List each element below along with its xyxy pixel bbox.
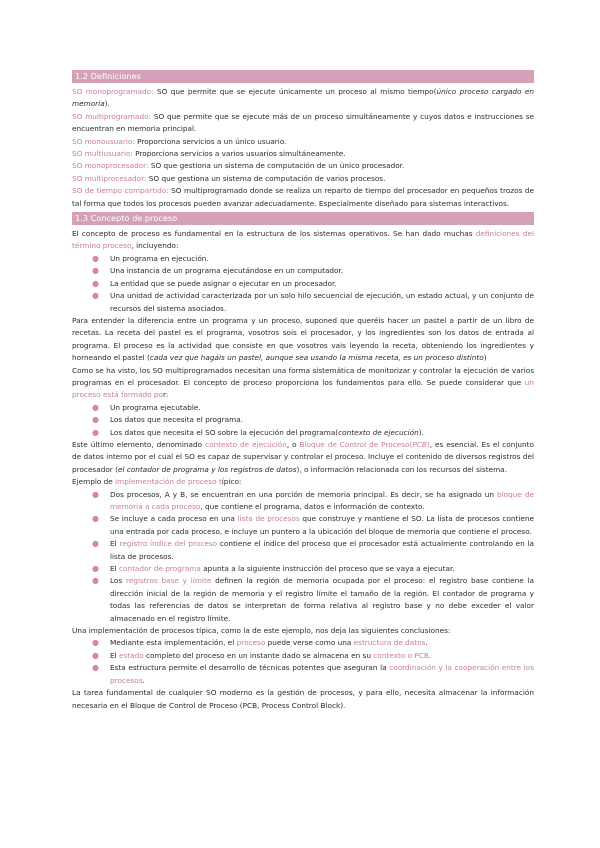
text-run: .: [428, 650, 432, 660]
link-term: Bloque de Control de Proceso(: [299, 439, 413, 449]
list-item: [72, 538, 534, 563]
bullet-icon: ●: [92, 253, 99, 263]
list-item: [72, 662, 534, 687]
text-run: , incluyendo:: [131, 241, 179, 251]
definition-monoprocesador: [72, 160, 534, 172]
link-term: contexto o PCB: [373, 650, 429, 660]
link-term: ): [426, 439, 430, 449]
text-run: Dos procesos, A y B, se encuentran en una porción de memoria principal. Es decir, se ha asignado un: [110, 489, 497, 499]
text-run: El: [110, 564, 119, 574]
text-run: ), o información relacionada con los recursos del sistema.: [296, 464, 507, 474]
definition-text: SO que permite que se ejecute más de un proceso simultáneamente y cuyos datos e instrucciones se encuentran en memoria principal.: [72, 111, 534, 134]
bullet-icon: ●: [92, 415, 99, 425]
text-run: .: [142, 675, 145, 685]
bullet-icon: ●: [92, 663, 99, 673]
text-run: completo del proceso en un instante dado se almacena en su: [143, 650, 374, 660]
definition-multiprocesador: [72, 173, 534, 185]
list-item-text: Un programa en ejecución.: [110, 253, 209, 263]
definition-term: SO monoprocesador:: [72, 161, 149, 171]
definition-multiprogramado: [72, 111, 534, 136]
list-item-text: Los datos que necesita el programa.: [110, 415, 244, 425]
definition-monoprogramado: [72, 86, 534, 111]
link-term: un proceso está formado po: [72, 377, 534, 400]
link-term: contexto de ejecución: [205, 439, 287, 449]
text-run: Los: [110, 576, 126, 586]
link-term: lista de procesos: [237, 514, 300, 524]
link-term: estado: [118, 650, 144, 660]
link-term: registro índice del proceso: [119, 539, 218, 549]
list-item-text: La entidad que se puede asignar o ejecutar en un procesador.: [110, 278, 337, 288]
link-term: coordinación y la cooperación entre los procesos: [110, 663, 535, 685]
text-run: ).: [418, 427, 424, 437]
text-run: puede verse como una: [265, 638, 354, 648]
list-item: [72, 253, 534, 265]
bullet-icon: ●: [92, 427, 99, 437]
contexto-paragraph: [72, 439, 534, 476]
text-run: El concepto de proceso es fundamental en la estructura de los sistemas operativos. Se han dado muchas: [72, 229, 476, 239]
list-item-text: Los datos que necesita el SO sobre la ejecución del programa(: [110, 427, 339, 437]
multiprogramados-paragraph: [72, 365, 534, 402]
list-item-text: Una unidad de actividad caracterizada por un solo hilo secuencial de ejecución, un estado actual, y un conjunto de recursos del sistema asociados.: [110, 291, 534, 313]
emphasis-run: contexto de ejecución: [338, 427, 419, 437]
text-run: apunta a la siguiente instrucción del proceso que se vaya a ejecutar.: [200, 564, 455, 574]
definition-text: SO multiprogramado donde se realiza un reparto de tiempo del procesador en pequeños trozos de tal forma que todos los procesos pueden avanzar adecuadamente. Especialmente diseñado para sistemas interactivos.: [72, 186, 534, 208]
bullet-icon: ●: [92, 266, 99, 276]
text-run: Se incluye a cada proceso en una: [110, 514, 238, 524]
text-run: Para entender la diferencia entre un programa y un proceso, suponed que queréis hacer un pastel a partir de un libro de recetas. La receta del pastel es el programa, vosotros sois el procesador, y los ingredientes son los datos de entrada al programa. El proceso es la actividad que consiste en que vosotros vais leyendo la receta, obteniendo los ingredientes y horneando el pastel (: [72, 315, 534, 363]
definition-term: SO monoprogramado:: [72, 87, 154, 96]
text-run: .: [425, 638, 428, 648]
text-run: r:: [162, 390, 169, 400]
list-item: [72, 414, 534, 426]
intro-list: [72, 253, 534, 315]
list-item: [72, 278, 534, 290]
bullet-icon: ●: [92, 278, 99, 288]
bullet-icon: ●: [92, 539, 99, 549]
link-term: PCB: [412, 439, 427, 449]
list-item: [72, 563, 534, 575]
bullet-icon: ●: [92, 650, 99, 660]
ejemplo-list: [72, 489, 534, 625]
definition-text: SO que gestiona un sistema de computación de varios procesos.: [146, 173, 386, 183]
text-run: definen la región de memoria ocupada por el proceso: el registro base contiene la dirección inicial de la región de memoria y el registro límite el tamaño de la región. El contador de programa y todas las referencias de datos se interpretan de forma relativa al registro base y no debe exceder el valor almacenado en el registro límite.: [110, 576, 534, 623]
list-item: [72, 575, 534, 625]
bullet-icon: ●: [92, 489, 99, 499]
pastel-paragraph: [72, 315, 534, 365]
text-run: El: [110, 650, 119, 660]
link-term: bloque de memoria a cada proceso: [110, 489, 534, 511]
definition-term: SO monousuario:: [72, 136, 135, 146]
text-run: , que contiene el programa, datos e información de contexto.: [200, 502, 425, 511]
list-item: [72, 427, 534, 439]
emphasis-run: cada vez que hagáis un pastel, aunque sea usando la misma receta, es un proceso distinto: [149, 353, 484, 363]
link-term: contador de programa: [118, 564, 201, 574]
definition-text: SO que gestiona un sistema de computación de un único procesador.: [148, 161, 405, 171]
bullet-icon: ●: [92, 291, 99, 301]
definition-term: SO multiusuario:: [72, 149, 133, 159]
definition-multiusuario: [72, 148, 534, 160]
link-term: proceso: [236, 638, 266, 648]
section-heading-definiciones: 1.2 Definiciones: [72, 70, 534, 83]
link-term: estructura de datos: [353, 638, 426, 648]
text-run: Ejemplo de: [72, 477, 116, 487]
definition-text: Proporciona servicios a un único usuario.: [134, 136, 287, 146]
definition-monousuario: [72, 136, 534, 148]
text-run: El: [110, 539, 120, 549]
bullet-icon: ●: [92, 638, 99, 648]
list-item: [72, 650, 534, 662]
list-item-text: Un programa ejecutable.: [110, 402, 201, 412]
section-heading-concepto: 1.3 Concepto de proceso: [72, 212, 534, 225]
intro-paragraph: [72, 228, 534, 253]
link-term: registros base y límite: [125, 576, 212, 586]
text-run: ípico:: [221, 477, 242, 487]
list-item: [72, 637, 534, 649]
list-item: [72, 402, 534, 414]
final-paragraph: La tarea fundamental de cualquier SO moderno es la gestión de procesos, y para ello, necesita almacenar la información necesaria en el Bloque de Control de Proceso (PCB, Process Control Block).: [72, 688, 534, 710]
bullet-icon: ●: [92, 514, 99, 524]
conclusiones-list: [72, 637, 534, 687]
link-term: implementación de proceso t: [115, 477, 222, 487]
ejemplo-heading: [72, 476, 534, 488]
text-run: , es esencial. Es el conjunto de datos interno por el cual el SO es capaz de supervisar y controlar el proceso. Incluye el contenido de diversos registros del procesador (: [72, 439, 534, 474]
definition-emphasis: único proceso cargado en memoria: [72, 87, 535, 109]
text-run: que construye y mantiene el SO. La lista de procesos contiene una entrada por cada proceso, e incluye un puntero a la ubicación del bloque de memoria que contiene el proceso.: [110, 514, 534, 536]
definition-tail: ).: [104, 99, 110, 109]
formed-list: [72, 402, 534, 439]
text-run: , o: [286, 439, 300, 449]
list-item: [72, 265, 534, 277]
text-run: Como se ha visto, los SO multiprogramados necesitan una forma sistemática de monitorizar y controlar la ejecución de varios programas en el procesador. El concepto de proceso proporciona los fundamentos para ello. Se puede considerar que: [72, 365, 534, 387]
list-item: [72, 513, 534, 538]
bullet-icon: ●: [92, 564, 99, 574]
emphasis-run: el contador de programa y los registros de datos: [117, 464, 297, 474]
list-item: [72, 489, 534, 514]
definition-text: SO que permite que se ejecute únicamente un proceso al mismo tiempo(: [153, 87, 437, 96]
list-item: [72, 290, 534, 315]
definition-term: SO multiprogramado:: [72, 111, 152, 121]
text-run: contiene el índice del proceso que el procesador está actualmente controlando en la lista de procesos.: [110, 539, 534, 561]
bullet-icon: ●: [92, 576, 99, 586]
definition-term: SO multiprocesador:: [72, 173, 147, 183]
text-run: Mediante esta implementación, el: [110, 638, 237, 648]
text-run: ): [483, 353, 487, 363]
conclusiones-intro: Una implementación de procesos típica, como la de este ejemplo, nos deja las siguientes conclusiones:: [72, 626, 451, 636]
text-run: Este último elemento, denominado: [72, 439, 206, 449]
bullet-icon: ●: [92, 402, 99, 412]
definition-term: SO de tiempo compartido:: [72, 186, 169, 196]
definition-text: Proporciona servicios a varios usuarios simultáneamente.: [132, 149, 346, 159]
list-item-text: Una instancia de un programa ejecutándose en un computador.: [110, 266, 344, 276]
definition-tiempo-compartido: [72, 185, 534, 210]
link-term: definiciones del término proceso: [72, 229, 534, 251]
text-run: Esta estructura permite el desarrollo de técnicas potentes que aseguran la: [110, 663, 390, 673]
